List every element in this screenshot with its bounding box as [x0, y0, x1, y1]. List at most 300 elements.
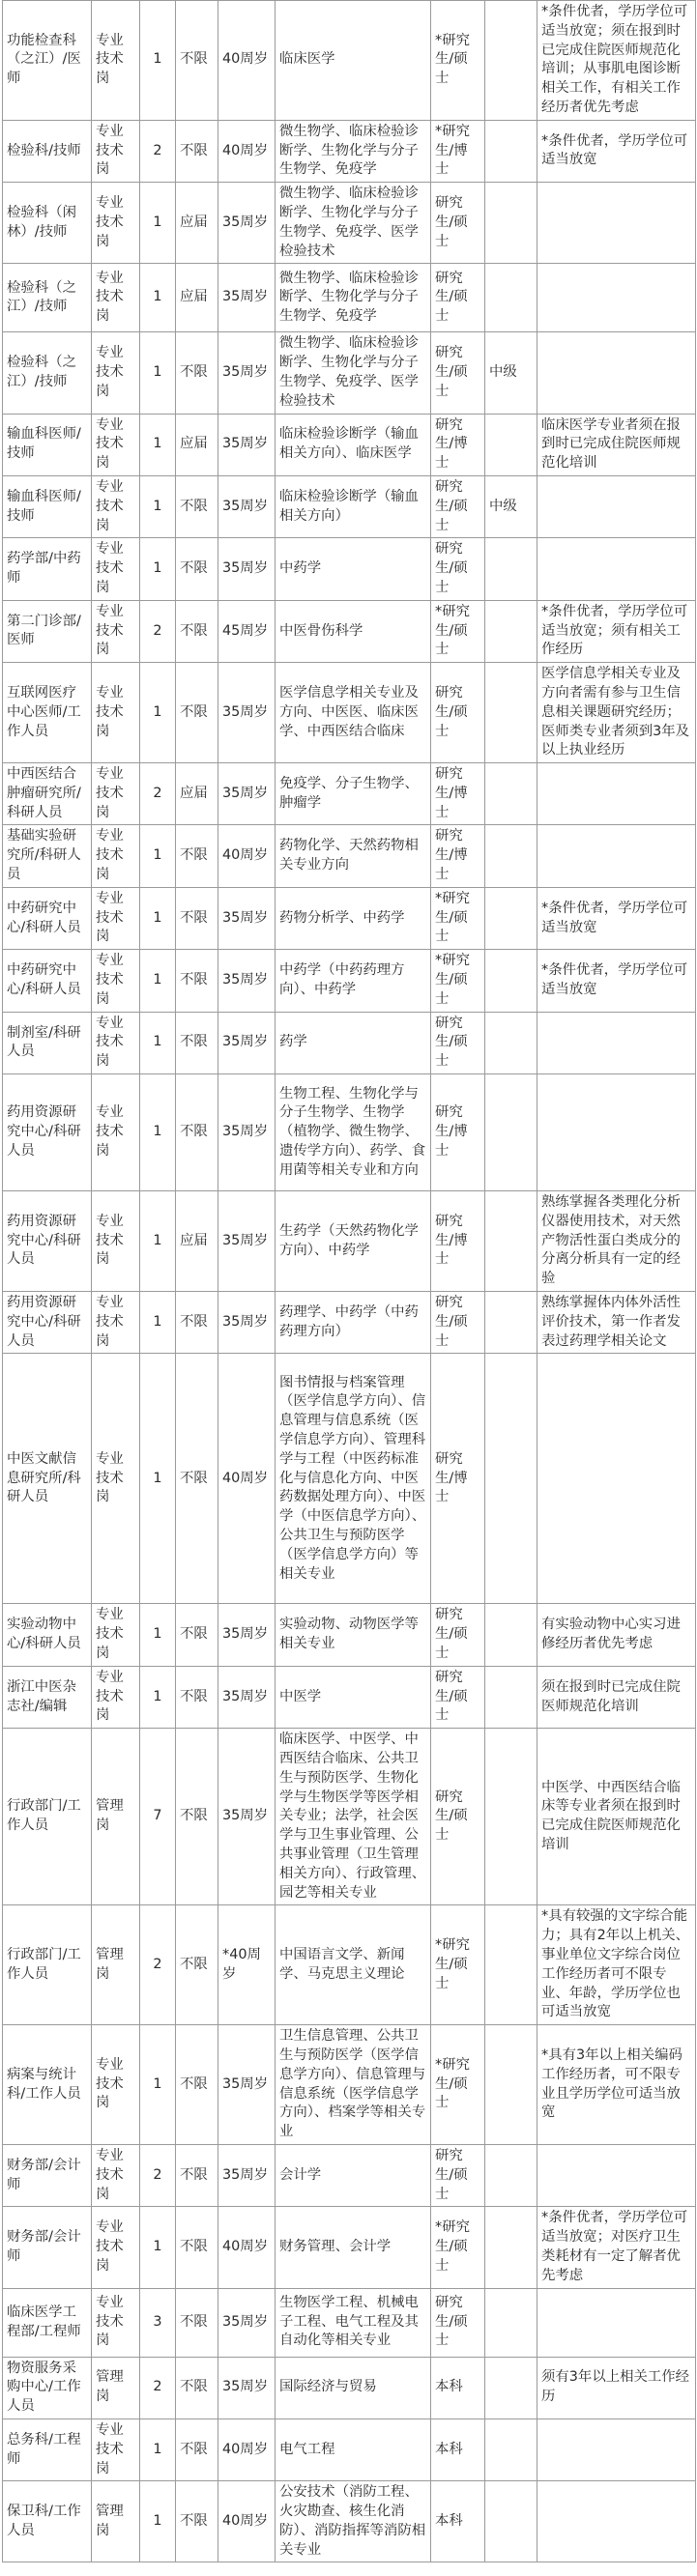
major-cell: 微生物学、临床检验诊断学、生物化学与分子生物学、免疫学: [276, 120, 431, 182]
requirements-cell: 须在报到时已完成住院医师规范化培训: [537, 1666, 696, 1728]
requirements-cell: 熟练掌握体内体外活性评价技术，第一作者发表过药理学相关论文: [537, 1292, 696, 1354]
title-cell: [485, 264, 537, 332]
degree-cell: 研究生/博士: [431, 763, 485, 825]
major-cell: 生物工程、生物化学与分子生物学、生物学（植物学、微生物学、遗传学方向）、药学、食用菌等相关专业和方向: [276, 1074, 431, 1191]
dept-cell: 第二门诊部/医师: [3, 600, 92, 662]
requirements-cell: 中医学、中西医结合临床等专业者须在报到时已完成住院医师规范化培训: [537, 1729, 696, 1905]
age-limit-cell: 40周岁: [218, 2481, 276, 2562]
category-cell: 专业技术岗: [92, 1604, 140, 1666]
dept-cell: 保卫科/工作人员: [3, 2481, 92, 2562]
headcount-cell: 3: [140, 2288, 176, 2357]
dept-cell: 临床医学工程部/工程师: [3, 2288, 92, 2357]
table-row: [3, 332, 696, 414]
category-cell: 管理岗: [92, 2357, 140, 2419]
requirements-cell: *条件优者，学历学位可适当放宽: [537, 950, 696, 1012]
requirements-cell: *条件优者，学历学位可适当放宽；对医疗卫生类耗材有一定了解者优先考虑: [537, 2207, 696, 2288]
age-limit-cell: 35周岁: [218, 2357, 276, 2419]
category-cell: 专业技术岗: [92, 475, 140, 537]
major-cell: 中药学: [276, 538, 431, 600]
major-cell: 药理学、中药学（中药药理方向）: [276, 1292, 431, 1354]
headcount-cell: 1: [140, 1292, 176, 1354]
category-cell: 专业技术岗: [92, 2025, 140, 2145]
degree-cell: 研究生/硕士: [431, 475, 485, 537]
fresh-grad-cell: 不限: [176, 1666, 218, 1728]
dept-cell: 检验科/技师: [3, 120, 92, 182]
age-limit-cell: 40周岁: [218, 2419, 276, 2480]
table-row: [3, 183, 696, 264]
fresh-grad-cell: 不限: [176, 120, 218, 182]
title-cell: [485, 2207, 537, 2288]
requirements-cell: [537, 475, 696, 537]
dept-cell: 基础实验研究所/科研人员: [3, 825, 92, 887]
fresh-grad-cell: 不限: [176, 1, 218, 121]
fresh-grad-cell: 不限: [176, 950, 218, 1012]
table-row: [3, 2144, 696, 2206]
degree-cell: 本科: [431, 2419, 485, 2480]
fresh-grad-cell: 不限: [176, 2288, 218, 2357]
age-limit-cell: *40周岁: [218, 1905, 276, 2025]
major-cell: 实验动物、动物医学等相关专业: [276, 1604, 431, 1666]
fresh-grad-cell: 应届: [176, 763, 218, 825]
category-cell: 专业技术岗: [92, 332, 140, 414]
dept-cell: 互联网医疗中心医师/工作人员: [3, 663, 92, 763]
major-cell: 卫生信息管理、公共卫生与预防医学（医学信息学方向）、信息管理与信息系统（医学信息学方向）、档案学等相关专业: [276, 2025, 431, 2145]
category-cell: 专业技术岗: [92, 1292, 140, 1354]
fresh-grad-cell: 不限: [176, 887, 218, 949]
requirements-cell: [537, 2144, 696, 2206]
major-cell: 微生物学、临床检验诊断学、生物化学与分子生物学、免疫学: [276, 264, 431, 332]
headcount-cell: 1: [140, 887, 176, 949]
requirements-cell: *具有较强的文字综合能力；具有2年以上机关、事业单位文字综合岗位工作经历者可不限专业、年龄，学历学位也可适当放宽: [537, 1905, 696, 2025]
title-cell: [485, 538, 537, 600]
dept-cell: 中药研究中心/科研人员: [3, 950, 92, 1012]
degree-cell: 研究生/硕士: [431, 1012, 485, 1073]
age-limit-cell: 35周岁: [218, 950, 276, 1012]
major-cell: 中药学（中药药理方向）、中药学: [276, 950, 431, 1012]
headcount-cell: 1: [140, 1666, 176, 1728]
age-limit-cell: 45周岁: [218, 600, 276, 662]
dept-cell: 总务科/工程师: [3, 2419, 92, 2480]
fresh-grad-cell: 应届: [176, 264, 218, 332]
headcount-cell: 1: [140, 475, 176, 537]
category-cell: 专业技术岗: [92, 183, 140, 264]
table-row: [3, 1191, 696, 1292]
fresh-grad-cell: 不限: [176, 1074, 218, 1191]
fresh-grad-cell: 不限: [176, 663, 218, 763]
major-cell: 财务管理、会计学: [276, 2207, 431, 2288]
major-cell: 微生物学、临床检验诊断学、生物化学与分子生物学、免疫学、医学检验技术: [276, 332, 431, 414]
requirements-cell: [537, 1354, 696, 1604]
degree-cell: 本科: [431, 2481, 485, 2562]
age-limit-cell: 40周岁: [218, 825, 276, 887]
fresh-grad-cell: 不限: [176, 1354, 218, 1604]
age-limit-cell: 35周岁: [218, 1012, 276, 1073]
table-row: [3, 475, 696, 537]
title-cell: [485, 1, 537, 121]
requirements-cell: [537, 2481, 696, 2562]
age-limit-cell: 35周岁: [218, 1604, 276, 1666]
category-cell: 专业技术岗: [92, 414, 140, 475]
title-cell: [485, 1729, 537, 1905]
table-row: [3, 2025, 696, 2145]
fresh-grad-cell: 不限: [176, 1905, 218, 2025]
title-cell: [485, 120, 537, 182]
major-cell: 临床医学、中医学、中西医结合临床、公共卫生与预防医学、生物化学与生物医学等医学相关专业；法学，社会医学与卫生事业管理、公共事业管理（卫生管理相关方向）、行政管理、园艺等相关专业: [276, 1729, 431, 1905]
age-limit-cell: 40周岁: [218, 120, 276, 182]
requirements-cell: [537, 264, 696, 332]
major-cell: 会计学: [276, 2144, 431, 2206]
degree-cell: 研究生/硕士: [431, 332, 485, 414]
major-cell: 临床检验诊断学（输血相关方向）、临床医学: [276, 414, 431, 475]
category-cell: 专业技术岗: [92, 1, 140, 121]
age-limit-cell: 35周岁: [218, 763, 276, 825]
headcount-cell: 1: [140, 538, 176, 600]
headcount-cell: 2: [140, 120, 176, 182]
requirements-cell: [537, 538, 696, 600]
degree-cell: *研究生/硕士: [431, 887, 485, 949]
table-row: [3, 1666, 696, 1728]
table-row: [3, 1, 696, 121]
table-row: [3, 1012, 696, 1073]
fresh-grad-cell: 不限: [176, 2481, 218, 2562]
recruitment-table: [2, 0, 696, 2562]
category-cell: 专业技术岗: [92, 264, 140, 332]
title-cell: [485, 1604, 537, 1666]
major-cell: 临床检验诊断学（输血相关方向）: [276, 475, 431, 537]
major-cell: 公安技术（消防工程、火灾勘查、核生化消防）、消防指挥等消防相关专业: [276, 2481, 431, 2562]
table-row: [3, 825, 696, 887]
headcount-cell: 1: [140, 1012, 176, 1073]
degree-cell: 研究生/硕士: [431, 264, 485, 332]
major-cell: 医学信息学相关专业及方向、中医医、临床医学、中西医结合临床: [276, 663, 431, 763]
title-cell: 中级: [485, 332, 537, 414]
headcount-cell: 1: [140, 264, 176, 332]
headcount-cell: 1: [140, 825, 176, 887]
requirements-cell: *条件优者，学历学位可适当放宽: [537, 887, 696, 949]
headcount-cell: 1: [140, 1354, 176, 1604]
age-limit-cell: 35周岁: [218, 475, 276, 537]
title-cell: [485, 2419, 537, 2480]
category-cell: 专业技术岗: [92, 2207, 140, 2288]
headcount-cell: 1: [140, 183, 176, 264]
major-cell: 药物分析学、中药学: [276, 887, 431, 949]
category-cell: 管理岗: [92, 2481, 140, 2562]
major-cell: 免疫学、分子生物学、肿瘤学: [276, 763, 431, 825]
requirements-cell: 熟练掌握各类理化分析仪器使用技术，对天然产物活性蛋白类成分的分离分析具有一定的经验: [537, 1191, 696, 1292]
major-cell: 药学: [276, 1012, 431, 1073]
title-cell: [485, 825, 537, 887]
major-cell: 中医学: [276, 1666, 431, 1728]
title-cell: [485, 2357, 537, 2419]
degree-cell: *研究生/硕士: [431, 600, 485, 662]
dept-cell: 病案与统计科/工作人员: [3, 2025, 92, 2145]
table-row: [3, 264, 696, 332]
degree-cell: 研究生/博士: [431, 825, 485, 887]
title-cell: [485, 2481, 537, 2562]
title-cell: [485, 183, 537, 264]
requirements-cell: [537, 1012, 696, 1073]
requirements-cell: [537, 2419, 696, 2480]
category-cell: 专业技术岗: [92, 1666, 140, 1728]
title-cell: [485, 1354, 537, 1604]
fresh-grad-cell: 不限: [176, 1604, 218, 1666]
dept-cell: 物资服务采购中心/工作人员: [3, 2357, 92, 2419]
fresh-grad-cell: 不限: [176, 538, 218, 600]
fresh-grad-cell: 不限: [176, 825, 218, 887]
dept-cell: 药用资源研究中心/科研人员: [3, 1292, 92, 1354]
dept-cell: 药用资源研究中心/科研人员: [3, 1191, 92, 1292]
category-cell: 管理岗: [92, 1729, 140, 1905]
degree-cell: *研究生/硕士: [431, 1905, 485, 2025]
age-limit-cell: 35周岁: [218, 332, 276, 414]
table-row: [3, 2207, 696, 2288]
category-cell: 专业技术岗: [92, 825, 140, 887]
table-row: [3, 414, 696, 475]
degree-cell: *研究生/硕士: [431, 2207, 485, 2288]
title-cell: [485, 1292, 537, 1354]
degree-cell: 研究生/硕士: [431, 1666, 485, 1728]
dept-cell: 输血科医师/技师: [3, 475, 92, 537]
requirements-cell: 医学信息学相关专业及方向者需有参与卫生信息相关课题研究经历；医师类专业者须到3年及以上执业经历: [537, 663, 696, 763]
dept-cell: 检验科（之江）/技师: [3, 332, 92, 414]
title-cell: [485, 2144, 537, 2206]
degree-cell: 研究生/博士: [431, 414, 485, 475]
category-cell: 专业技术岗: [92, 2288, 140, 2357]
requirements-cell: 有实验动物中心实习进修经历者优先考虑: [537, 1604, 696, 1666]
degree-cell: 研究生/硕士: [431, 1604, 485, 1666]
major-cell: 生药学（天然药物化学方向）、中药学: [276, 1191, 431, 1292]
headcount-cell: 1: [140, 2419, 176, 2480]
table-row: [3, 1074, 696, 1191]
category-cell: 专业技术岗: [92, 1191, 140, 1292]
category-cell: 专业技术岗: [92, 1074, 140, 1191]
age-limit-cell: 35周岁: [218, 2025, 276, 2145]
title-cell: [485, 2025, 537, 2145]
table-row: [3, 2357, 696, 2419]
headcount-cell: 1: [140, 1604, 176, 1666]
table-row: [3, 887, 696, 949]
category-cell: 专业技术岗: [92, 2144, 140, 2206]
table-row: [3, 950, 696, 1012]
category-cell: 专业技术岗: [92, 600, 140, 662]
fresh-grad-cell: 不限: [176, 332, 218, 414]
category-cell: 专业技术岗: [92, 950, 140, 1012]
requirements-cell: [537, 763, 696, 825]
headcount-cell: 2: [140, 1905, 176, 2025]
fresh-grad-cell: 不限: [176, 2357, 218, 2419]
degree-cell: 研究生/硕士: [431, 538, 485, 600]
headcount-cell: 1: [140, 2481, 176, 2562]
age-limit-cell: 35周岁: [218, 1666, 276, 1728]
age-limit-cell: 35周岁: [218, 887, 276, 949]
headcount-cell: 1: [140, 950, 176, 1012]
category-cell: 管理岗: [92, 1905, 140, 2025]
table-row: [3, 1292, 696, 1354]
major-cell: 生物医学工程、机械电子工程、电气工程及其自动化等相关专业: [276, 2288, 431, 2357]
table-body: [3, 1, 696, 2562]
headcount-cell: 2: [140, 763, 176, 825]
age-limit-cell: 35周岁: [218, 2288, 276, 2357]
dept-cell: 行政部门/工作人员: [3, 1905, 92, 2025]
degree-cell: 研究生/硕士: [431, 2288, 485, 2357]
dept-cell: 中西医结合肿瘤研究所/科研人员: [3, 763, 92, 825]
major-cell: 国际经济与贸易: [276, 2357, 431, 2419]
age-limit-cell: 40周岁: [218, 1, 276, 121]
degree-cell: *研究生/博士: [431, 120, 485, 182]
table-row: [3, 2419, 696, 2480]
table-row: [3, 538, 696, 600]
requirements-cell: [537, 2288, 696, 2357]
title-cell: [485, 663, 537, 763]
age-limit-cell: 35周岁: [218, 183, 276, 264]
fresh-grad-cell: 不限: [176, 2419, 218, 2480]
title-cell: [485, 600, 537, 662]
age-limit-cell: 35周岁: [218, 663, 276, 763]
degree-cell: 本科: [431, 2357, 485, 2419]
headcount-cell: 1: [140, 2207, 176, 2288]
table-row: [3, 663, 696, 763]
degree-cell: *研究生/硕士: [431, 2025, 485, 2145]
table-row: [3, 763, 696, 825]
dept-cell: 输血科医师/技师: [3, 414, 92, 475]
age-limit-cell: 35周岁: [218, 1191, 276, 1292]
title-cell: 中级: [485, 475, 537, 537]
dept-cell: 检验科（之江）/技师: [3, 264, 92, 332]
fresh-grad-cell: 不限: [176, 1729, 218, 1905]
dept-cell: 行政部门/工作人员: [3, 1729, 92, 1905]
major-cell: 图书情报与档案管理（医学信息学方向）、信息管理与信息系统（医学信息学方向）、管理科学与工程（中医药标准化与信息化方向、中医药数据处理方向）、中医学（中医信息学方向）、公共卫生与预防医学（医学信息学方向）等相关专业: [276, 1354, 431, 1604]
title-cell: [485, 950, 537, 1012]
table-row: [3, 2288, 696, 2357]
headcount-cell: 1: [140, 332, 176, 414]
degree-cell: 研究生/硕士: [431, 1292, 485, 1354]
headcount-cell: 2: [140, 2357, 176, 2419]
degree-cell: 研究生/博士: [431, 1354, 485, 1604]
table-row: [3, 600, 696, 662]
age-limit-cell: 35周岁: [218, 414, 276, 475]
category-cell: 专业技术岗: [92, 1354, 140, 1604]
degree-cell: *研究生/硕士: [431, 950, 485, 1012]
title-cell: [485, 1191, 537, 1292]
table-row: [3, 1905, 696, 2025]
fresh-grad-cell: 不限: [176, 2025, 218, 2145]
title-cell: [485, 1666, 537, 1728]
fresh-grad-cell: 不限: [176, 1292, 218, 1354]
requirements-cell: [537, 183, 696, 264]
degree-cell: 研究生/博士: [431, 1191, 485, 1292]
headcount-cell: 2: [140, 600, 176, 662]
title-cell: [485, 1905, 537, 2025]
category-cell: 专业技术岗: [92, 887, 140, 949]
age-limit-cell: 35周岁: [218, 1729, 276, 1905]
degree-cell: 研究生/硕士: [431, 183, 485, 264]
dept-cell: 药用资源研究中心/科研人员: [3, 1074, 92, 1191]
degree-cell: *研究生/硕士: [431, 1, 485, 121]
degree-cell: 研究生/硕士: [431, 2144, 485, 2206]
title-cell: [485, 414, 537, 475]
age-limit-cell: 35周岁: [218, 2144, 276, 2206]
dept-cell: 制剂室/科研人员: [3, 1012, 92, 1073]
title-cell: [485, 1012, 537, 1073]
dept-cell: 检验科（闲林）/技师: [3, 183, 92, 264]
dept-cell: 浙江中医杂志社/编辑: [3, 1666, 92, 1728]
degree-cell: 研究生/硕士: [431, 1729, 485, 1905]
age-limit-cell: 35周岁: [218, 1074, 276, 1191]
category-cell: 专业技术岗: [92, 1012, 140, 1073]
dept-cell: 财务部/会计师: [3, 2207, 92, 2288]
major-cell: 中国语言文学、新闻学、马克思主义理论: [276, 1905, 431, 2025]
fresh-grad-cell: 不限: [176, 600, 218, 662]
age-limit-cell: 35周岁: [218, 264, 276, 332]
table-row: [3, 120, 696, 182]
requirements-cell: [537, 825, 696, 887]
fresh-grad-cell: 不限: [176, 2144, 218, 2206]
headcount-cell: 1: [140, 663, 176, 763]
requirements-cell: [537, 1074, 696, 1191]
headcount-cell: 1: [140, 2025, 176, 2145]
fresh-grad-cell: 应届: [176, 414, 218, 475]
table-row: [3, 1354, 696, 1604]
headcount-cell: 7: [140, 1729, 176, 1905]
dept-cell: 药学部/中药师: [3, 538, 92, 600]
requirements-cell: *条件优者，学历学位可适当放宽: [537, 120, 696, 182]
age-limit-cell: 35周岁: [218, 538, 276, 600]
dept-cell: 中药研究中心/科研人员: [3, 887, 92, 949]
table-row: [3, 1604, 696, 1666]
fresh-grad-cell: 应届: [176, 1191, 218, 1292]
requirements-cell: 临床医学专业者须在报到时已完成住院医师规范化培训: [537, 414, 696, 475]
headcount-cell: 2: [140, 2144, 176, 2206]
requirements-cell: *具有3年以上相关编码工作经历者，可不限专业且学历学位可适当放宽: [537, 2025, 696, 2145]
category-cell: 专业技术岗: [92, 120, 140, 182]
dept-cell: 功能检查科（之江）/医师: [3, 1, 92, 121]
headcount-cell: 1: [140, 1, 176, 121]
age-limit-cell: 40周岁: [218, 1354, 276, 1604]
age-limit-cell: 40周岁: [218, 2207, 276, 2288]
major-cell: 临床医学: [276, 1, 431, 121]
major-cell: 中医骨伤科学: [276, 600, 431, 662]
headcount-cell: 1: [140, 1074, 176, 1191]
major-cell: 药物化学、天然药物相关专业方向: [276, 825, 431, 887]
fresh-grad-cell: 应届: [176, 183, 218, 264]
headcount-cell: 1: [140, 1191, 176, 1292]
dept-cell: 财务部/会计师: [3, 2144, 92, 2206]
fresh-grad-cell: 不限: [176, 2207, 218, 2288]
category-cell: 专业技术岗: [92, 763, 140, 825]
requirements-cell: *条件优者，学历学位可适当放宽；须在报到时已完成住院医师规范化培训；从事肌电图诊断相关工作，有相关工作经历者优先考虑: [537, 1, 696, 121]
dept-cell: 中医文献信息研究所/科研人员: [3, 1354, 92, 1604]
dept-cell: 实验动物中心/科研人员: [3, 1604, 92, 1666]
requirements-cell: *条件优者，学历学位可适当放宽；须有相关工作经历: [537, 600, 696, 662]
category-cell: 专业技术岗: [92, 2419, 140, 2480]
fresh-grad-cell: 不限: [176, 475, 218, 537]
category-cell: 专业技术岗: [92, 663, 140, 763]
table-row: [3, 2481, 696, 2562]
major-cell: 电气工程: [276, 2419, 431, 2480]
requirements-cell: 须有3年以上相关工作经历: [537, 2357, 696, 2419]
degree-cell: 研究生/博士: [431, 1074, 485, 1191]
category-cell: 专业技术岗: [92, 538, 140, 600]
table-row: [3, 1729, 696, 1905]
title-cell: [485, 1074, 537, 1191]
degree-cell: 研究生/硕士: [431, 663, 485, 763]
fresh-grad-cell: 不限: [176, 1012, 218, 1073]
title-cell: [485, 887, 537, 949]
age-limit-cell: 35周岁: [218, 1292, 276, 1354]
title-cell: [485, 763, 537, 825]
title-cell: [485, 2288, 537, 2357]
requirements-cell: [537, 332, 696, 414]
